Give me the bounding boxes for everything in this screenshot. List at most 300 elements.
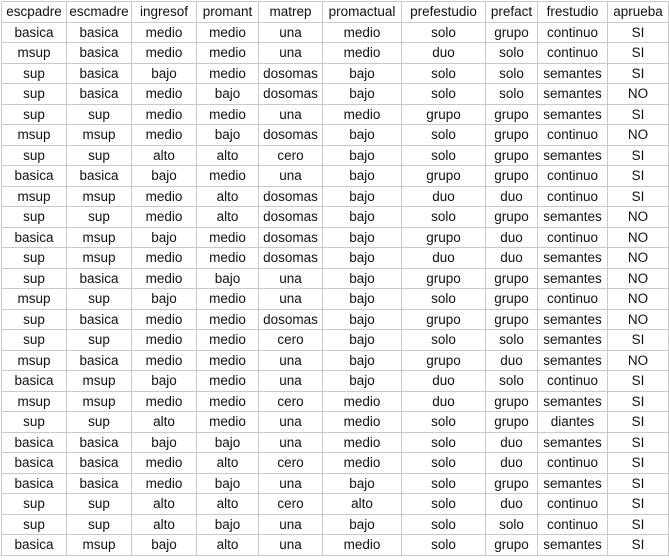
table-cell: grupo bbox=[402, 227, 486, 248]
table-cell: duo bbox=[486, 432, 538, 453]
table-cell: semantes bbox=[538, 535, 608, 556]
table-cell: SI bbox=[608, 412, 669, 433]
table-cell: msup bbox=[2, 350, 67, 371]
table-cell: bajo bbox=[197, 84, 259, 105]
table-cell: medio bbox=[132, 248, 197, 269]
column-header-escmadre: escmadre bbox=[67, 2, 132, 23]
table-cell: solo bbox=[402, 412, 486, 433]
table-cell: solo bbox=[402, 289, 486, 310]
table-row bbox=[2, 248, 669, 269]
table-row bbox=[2, 391, 669, 412]
table-cell: medio bbox=[132, 268, 197, 289]
table-cell: medio bbox=[323, 22, 402, 43]
table-cell: medio bbox=[323, 535, 402, 556]
table-cell: una bbox=[259, 268, 323, 289]
table-cell: dosomas bbox=[259, 207, 323, 228]
table-cell: SI bbox=[608, 391, 669, 412]
table-cell: SI bbox=[608, 63, 669, 84]
table-cell: bajo bbox=[323, 268, 402, 289]
table-cell: semantes bbox=[538, 330, 608, 351]
table-row bbox=[2, 22, 669, 43]
table-cell: duo bbox=[486, 248, 538, 269]
table-cell: continuo bbox=[538, 289, 608, 310]
table-cell: medio bbox=[197, 309, 259, 330]
table-cell: continuo bbox=[538, 494, 608, 515]
table-cell: semantes bbox=[538, 268, 608, 289]
table-cell: sup bbox=[67, 207, 132, 228]
table-cell: msup bbox=[2, 391, 67, 412]
table-cell: basica bbox=[67, 43, 132, 64]
table-cell: basica bbox=[2, 453, 67, 474]
table-cell: grupo bbox=[486, 104, 538, 125]
table-cell: sup bbox=[67, 514, 132, 535]
column-header-frestudio: frestudio bbox=[538, 2, 608, 23]
table-cell: grupo bbox=[486, 535, 538, 556]
column-header-ingresof: ingresof bbox=[132, 2, 197, 23]
table-cell: msup bbox=[2, 125, 67, 146]
table-cell: grupo bbox=[486, 125, 538, 146]
table-cell: una bbox=[259, 371, 323, 392]
table-row bbox=[2, 145, 669, 166]
table-cell: grupo bbox=[486, 268, 538, 289]
table-cell: SI bbox=[608, 104, 669, 125]
table-row bbox=[2, 473, 669, 494]
table-row bbox=[2, 166, 669, 187]
table-cell: duo bbox=[402, 248, 486, 269]
table-cell: semantes bbox=[538, 248, 608, 269]
table-cell: msup bbox=[2, 289, 67, 310]
table-cell: duo bbox=[486, 453, 538, 474]
table-cell: continuo bbox=[538, 514, 608, 535]
table-cell: dosomas bbox=[259, 227, 323, 248]
table-cell: basica bbox=[2, 535, 67, 556]
table-cell: SI bbox=[608, 494, 669, 515]
table-cell: medio bbox=[197, 330, 259, 351]
table-cell: alto bbox=[323, 494, 402, 515]
table-cell: semantes bbox=[538, 84, 608, 105]
table-cell: bajo bbox=[323, 63, 402, 84]
table-cell: msup bbox=[67, 391, 132, 412]
table-cell: dosomas bbox=[259, 186, 323, 207]
table-cell: grupo bbox=[402, 309, 486, 330]
table-cell: cero bbox=[259, 494, 323, 515]
table-cell: una bbox=[259, 104, 323, 125]
column-header-prefact: prefact bbox=[486, 2, 538, 23]
table-cell: duo bbox=[486, 186, 538, 207]
table-row bbox=[2, 43, 669, 64]
table-cell: medio bbox=[197, 248, 259, 269]
table-cell: una bbox=[259, 350, 323, 371]
table-cell: bajo bbox=[323, 514, 402, 535]
table-cell: dosomas bbox=[259, 84, 323, 105]
table-cell: bajo bbox=[132, 432, 197, 453]
table-row bbox=[2, 371, 669, 392]
table-cell: basica bbox=[67, 473, 132, 494]
table-cell: bajo bbox=[197, 268, 259, 289]
table-header bbox=[2, 2, 669, 23]
table-row bbox=[2, 207, 669, 228]
table-cell: semantes bbox=[538, 104, 608, 125]
table-cell: sup bbox=[2, 268, 67, 289]
table-cell: medio bbox=[132, 22, 197, 43]
table-cell: SI bbox=[608, 535, 669, 556]
table-cell: basica bbox=[67, 432, 132, 453]
column-header-matrep: matrep bbox=[259, 2, 323, 23]
table-cell: duo bbox=[402, 186, 486, 207]
table-cell: continuo bbox=[538, 371, 608, 392]
table-cell: NO bbox=[608, 84, 669, 105]
table-cell: bajo bbox=[323, 84, 402, 105]
table-row bbox=[2, 432, 669, 453]
table-cell: continuo bbox=[538, 453, 608, 474]
table-cell: dosomas bbox=[259, 248, 323, 269]
table-cell: grupo bbox=[486, 166, 538, 187]
table-cell: SI bbox=[608, 330, 669, 351]
table-cell: basica bbox=[2, 473, 67, 494]
table-cell: duo bbox=[486, 494, 538, 515]
table-cell: sup bbox=[2, 494, 67, 515]
table-cell: bajo bbox=[197, 432, 259, 453]
table-cell: una bbox=[259, 166, 323, 187]
table-cell: msup bbox=[67, 371, 132, 392]
table-row bbox=[2, 412, 669, 433]
table-cell: SI bbox=[608, 432, 669, 453]
table-cell: medio bbox=[132, 350, 197, 371]
table-cell: medio bbox=[323, 43, 402, 64]
table-cell: cero bbox=[259, 453, 323, 474]
table-cell: solo bbox=[402, 494, 486, 515]
table-cell: solo bbox=[402, 330, 486, 351]
table-cell: SI bbox=[608, 371, 669, 392]
table-cell: basica bbox=[2, 371, 67, 392]
table-row bbox=[2, 350, 669, 371]
table-cell: solo bbox=[402, 207, 486, 228]
table-cell: SI bbox=[608, 166, 669, 187]
table-cell: grupo bbox=[486, 473, 538, 494]
table-cell: medio bbox=[132, 186, 197, 207]
table-cell: sup bbox=[67, 145, 132, 166]
table-cell: solo bbox=[402, 535, 486, 556]
table-cell: medio bbox=[132, 453, 197, 474]
table-cell: semantes bbox=[538, 350, 608, 371]
table-cell: msup bbox=[67, 535, 132, 556]
table-body bbox=[2, 22, 669, 555]
table-cell: medio bbox=[323, 432, 402, 453]
table-cell: una bbox=[259, 412, 323, 433]
table-cell: sup bbox=[67, 412, 132, 433]
table-cell: bajo bbox=[323, 371, 402, 392]
table-cell: bajo bbox=[197, 473, 259, 494]
table-cell: continuo bbox=[538, 166, 608, 187]
table-row bbox=[2, 104, 669, 125]
table-cell: NO bbox=[608, 309, 669, 330]
table-cell: medio bbox=[132, 84, 197, 105]
table-row bbox=[2, 453, 669, 474]
table-cell: alto bbox=[132, 145, 197, 166]
table-cell: sup bbox=[2, 145, 67, 166]
table-cell: grupo bbox=[486, 309, 538, 330]
table-cell: dosomas bbox=[259, 125, 323, 146]
table-cell: bajo bbox=[323, 350, 402, 371]
table-cell: SI bbox=[608, 22, 669, 43]
table-cell: basica bbox=[67, 309, 132, 330]
table-cell: continuo bbox=[538, 125, 608, 146]
table-cell: solo bbox=[402, 63, 486, 84]
table-cell: continuo bbox=[538, 186, 608, 207]
table-cell: grupo bbox=[402, 104, 486, 125]
table-cell: sup bbox=[67, 104, 132, 125]
table-cell: grupo bbox=[486, 145, 538, 166]
table-cell: medio bbox=[132, 104, 197, 125]
table-cell: basica bbox=[2, 432, 67, 453]
table-cell: NO bbox=[608, 125, 669, 146]
table-row bbox=[2, 227, 669, 248]
header-row bbox=[2, 2, 669, 23]
table-cell: solo bbox=[402, 473, 486, 494]
table-cell: solo bbox=[486, 84, 538, 105]
column-header-promactual: promactual bbox=[323, 2, 402, 23]
table-cell: una bbox=[259, 473, 323, 494]
table-cell: continuo bbox=[538, 43, 608, 64]
table-cell: una bbox=[259, 432, 323, 453]
table-cell: alto bbox=[197, 535, 259, 556]
table-cell: solo bbox=[402, 432, 486, 453]
table-cell: semantes bbox=[538, 473, 608, 494]
table-cell: cero bbox=[259, 330, 323, 351]
table-cell: bajo bbox=[323, 330, 402, 351]
table-row bbox=[2, 309, 669, 330]
table-cell: msup bbox=[67, 186, 132, 207]
table-cell: una bbox=[259, 535, 323, 556]
table-cell: NO bbox=[608, 289, 669, 310]
table-cell: msup bbox=[67, 125, 132, 146]
table-cell: alto bbox=[132, 514, 197, 535]
table-cell: sup bbox=[2, 330, 67, 351]
table-cell: dosomas bbox=[259, 309, 323, 330]
table-cell: medio bbox=[197, 104, 259, 125]
column-header-prefestudio: prefestudio bbox=[402, 2, 486, 23]
table-cell: grupo bbox=[486, 207, 538, 228]
table-cell: medio bbox=[132, 473, 197, 494]
table-cell: alto bbox=[197, 494, 259, 515]
table-row bbox=[2, 268, 669, 289]
table-cell: diantes bbox=[538, 412, 608, 433]
table-cell: solo bbox=[486, 330, 538, 351]
table-cell: NO bbox=[608, 350, 669, 371]
table-cell: solo bbox=[486, 514, 538, 535]
table-cell: sup bbox=[2, 84, 67, 105]
table-cell: medio bbox=[323, 391, 402, 412]
table-cell: medio bbox=[197, 63, 259, 84]
table-cell: SI bbox=[608, 453, 669, 474]
table-cell: semantes bbox=[538, 145, 608, 166]
table-cell: cero bbox=[259, 391, 323, 412]
table-cell: duo bbox=[402, 371, 486, 392]
table-cell: medio bbox=[197, 43, 259, 64]
table-row bbox=[2, 535, 669, 556]
table-cell: basica bbox=[67, 84, 132, 105]
table-cell: bajo bbox=[132, 289, 197, 310]
table-cell: sup bbox=[2, 248, 67, 269]
table-cell: medio bbox=[197, 289, 259, 310]
table-cell: basica bbox=[67, 268, 132, 289]
table-cell: sup bbox=[67, 330, 132, 351]
table-cell: medio bbox=[132, 330, 197, 351]
table-cell: cero bbox=[259, 145, 323, 166]
table-cell: bajo bbox=[197, 514, 259, 535]
table-cell: solo bbox=[486, 371, 538, 392]
table-cell: grupo bbox=[486, 412, 538, 433]
table-cell: dosomas bbox=[259, 63, 323, 84]
table-row bbox=[2, 494, 669, 515]
table-cell: medio bbox=[197, 166, 259, 187]
table-row bbox=[2, 330, 669, 351]
table-cell: duo bbox=[402, 391, 486, 412]
table-cell: bajo bbox=[323, 289, 402, 310]
table-cell: NO bbox=[608, 268, 669, 289]
table-cell: NO bbox=[608, 227, 669, 248]
table-cell: msup bbox=[67, 248, 132, 269]
table-cell: continuo bbox=[538, 22, 608, 43]
table-cell: basica bbox=[2, 166, 67, 187]
table-cell: grupo bbox=[402, 166, 486, 187]
table-row bbox=[2, 514, 669, 535]
table-cell: solo bbox=[402, 84, 486, 105]
table-cell: bajo bbox=[323, 207, 402, 228]
table-cell: medio bbox=[197, 350, 259, 371]
table-cell: semantes bbox=[538, 207, 608, 228]
table-cell: SI bbox=[608, 145, 669, 166]
column-header-escpadre: escpadre bbox=[2, 2, 67, 23]
table-cell: continuo bbox=[538, 227, 608, 248]
table-cell: SI bbox=[608, 514, 669, 535]
table-cell: sup bbox=[2, 514, 67, 535]
table-cell: basica bbox=[67, 166, 132, 187]
table-cell: medio bbox=[132, 43, 197, 64]
table-cell: alto bbox=[132, 494, 197, 515]
table-cell: bajo bbox=[132, 227, 197, 248]
data-table bbox=[1, 1, 669, 556]
table-cell: basica bbox=[67, 350, 132, 371]
table-cell: grupo bbox=[486, 391, 538, 412]
table-cell: sup bbox=[2, 104, 67, 125]
table-cell: grupo bbox=[402, 268, 486, 289]
table-cell: medio bbox=[323, 104, 402, 125]
table-cell: semantes bbox=[538, 63, 608, 84]
table-cell: msup bbox=[67, 227, 132, 248]
table-cell: SI bbox=[608, 43, 669, 64]
table-cell: medio bbox=[197, 227, 259, 248]
table-cell: medio bbox=[197, 22, 259, 43]
table-cell: medio bbox=[197, 412, 259, 433]
table-cell: medio bbox=[132, 309, 197, 330]
table-cell: una bbox=[259, 22, 323, 43]
table-cell: sup bbox=[67, 494, 132, 515]
table-cell: duo bbox=[486, 350, 538, 371]
table-cell: alto bbox=[197, 207, 259, 228]
table-cell: solo bbox=[486, 43, 538, 64]
table-cell: bajo bbox=[323, 166, 402, 187]
column-header-aprueba: aprueba bbox=[608, 2, 669, 23]
table-cell: sup bbox=[2, 412, 67, 433]
table-cell: medio bbox=[323, 412, 402, 433]
table-cell: sup bbox=[2, 63, 67, 84]
table-cell: una bbox=[259, 514, 323, 535]
table-cell: bajo bbox=[323, 309, 402, 330]
table-cell: alto bbox=[197, 145, 259, 166]
table-cell: solo bbox=[402, 514, 486, 535]
table-cell: bajo bbox=[323, 145, 402, 166]
table-cell: basica bbox=[67, 63, 132, 84]
table-cell: medio bbox=[197, 391, 259, 412]
table-cell: bajo bbox=[132, 166, 197, 187]
table-cell: sup bbox=[2, 207, 67, 228]
table-cell: alto bbox=[197, 186, 259, 207]
table-cell: basica bbox=[2, 227, 67, 248]
table-cell: solo bbox=[402, 145, 486, 166]
table-cell: bajo bbox=[132, 371, 197, 392]
table-cell: bajo bbox=[323, 473, 402, 494]
table-cell: bajo bbox=[323, 248, 402, 269]
table-cell: msup bbox=[2, 186, 67, 207]
table-cell: solo bbox=[402, 453, 486, 474]
table-cell: solo bbox=[402, 125, 486, 146]
table-cell: bajo bbox=[132, 535, 197, 556]
table-cell: grupo bbox=[486, 22, 538, 43]
table-cell: medio bbox=[132, 391, 197, 412]
table-cell: alto bbox=[197, 453, 259, 474]
table-cell: medio bbox=[197, 371, 259, 392]
table-cell: basica bbox=[2, 22, 67, 43]
table-row bbox=[2, 84, 669, 105]
table-cell: sup bbox=[67, 289, 132, 310]
table-cell: grupo bbox=[486, 289, 538, 310]
table-cell: bajo bbox=[323, 227, 402, 248]
table-cell: semantes bbox=[538, 309, 608, 330]
table-cell: medio bbox=[323, 453, 402, 474]
table-cell: medio bbox=[132, 125, 197, 146]
table-cell: solo bbox=[486, 63, 538, 84]
table-cell: alto bbox=[132, 412, 197, 433]
table-cell: duo bbox=[402, 43, 486, 64]
table-cell: msup bbox=[2, 43, 67, 64]
table-cell: SI bbox=[608, 473, 669, 494]
table-row bbox=[2, 63, 669, 84]
table-cell: solo bbox=[402, 22, 486, 43]
table-cell: medio bbox=[132, 207, 197, 228]
column-header-promant: promant bbox=[197, 2, 259, 23]
table-cell: semantes bbox=[538, 391, 608, 412]
table-cell: NO bbox=[608, 207, 669, 228]
table-cell: bajo bbox=[323, 125, 402, 146]
table-cell: basica bbox=[67, 453, 132, 474]
table-row bbox=[2, 125, 669, 146]
table-row bbox=[2, 289, 669, 310]
table-cell: bajo bbox=[132, 63, 197, 84]
table-cell: una bbox=[259, 289, 323, 310]
table-cell: basica bbox=[67, 22, 132, 43]
table-cell: SI bbox=[608, 186, 669, 207]
table-cell: duo bbox=[486, 227, 538, 248]
table-cell: bajo bbox=[197, 125, 259, 146]
table-cell: sup bbox=[2, 309, 67, 330]
table-row bbox=[2, 186, 669, 207]
table-cell: grupo bbox=[402, 350, 486, 371]
table-cell: bajo bbox=[323, 186, 402, 207]
table-cell: una bbox=[259, 43, 323, 64]
table-cell: semantes bbox=[538, 432, 608, 453]
table-cell: NO bbox=[608, 248, 669, 269]
